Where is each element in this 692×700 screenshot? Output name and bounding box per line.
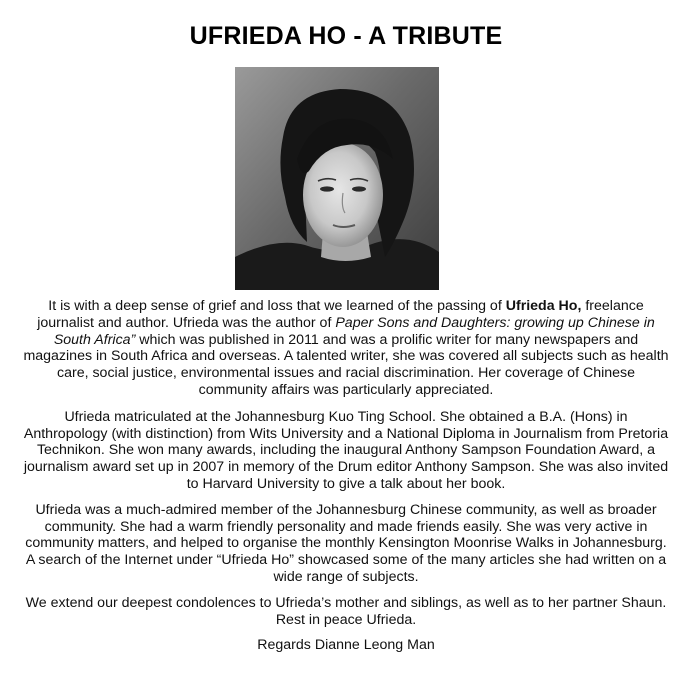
tribute-text xyxy=(22,298,670,664)
intro-text-3: which was published in 2011 and was a prolific writer for many newspapers and magazines in South Africa and overseas. A talented writer, she was covered all subjects such as health care, social justice, environmental issues and racial discrimination. Her coverage of Chinese community affairs was particularly appreciated. xyxy=(23,331,669,398)
paragraph-intro xyxy=(22,298,670,399)
portrait-photo xyxy=(235,67,439,290)
paragraph-community: Ufrieda was a much-admired member of the Johannesburg Chinese community, as well as broader community. She had a warm friendly personality and made friends easily. She was very active in community matters, and helped to organise the monthly Kensington Moonrise Walks in Johannesburg. A search of the Internet under “Ufrieda Ho” showcased some of the many articles she had written on a wide range of subjects. xyxy=(25,501,667,585)
name-bold: Ufrieda Ho, xyxy=(505,298,582,314)
book-title: Paper Sons and Daughters: growing up Chinese in South Africa” xyxy=(53,314,655,348)
intro-text-1: It is with a deep sense of grief and loss that we learned of the passing of xyxy=(48,298,506,314)
paragraph-condolences: We extend our deepest condolences to Ufrieda’s mother and siblings, as well as to her partner Shaun. Rest in peace Ufrieda. xyxy=(25,594,667,628)
page-title: UFRIEDA HO - A TRIBUTE xyxy=(189,22,503,50)
paragraph-education: Ufrieda matriculated at the Johannesburg Kuo Ting School. She obtained a B.A. (Hons) in Anthropology (with distinction) from Wits University and a National Diploma in Journalism from Pretoria Technikon. She won many awards, including the inaugural Anthony Sampson Foundation Award, a journalism award set up in 2007 in memory of the Drum editor Anthony Sampson. She was also invited to Harvard University to give a talk about her book. xyxy=(23,408,669,492)
intro-text-2: freelance journalist and author. Ufrieda was the author of xyxy=(37,298,644,331)
signature: Regards Dianne Leong Man xyxy=(257,637,435,654)
